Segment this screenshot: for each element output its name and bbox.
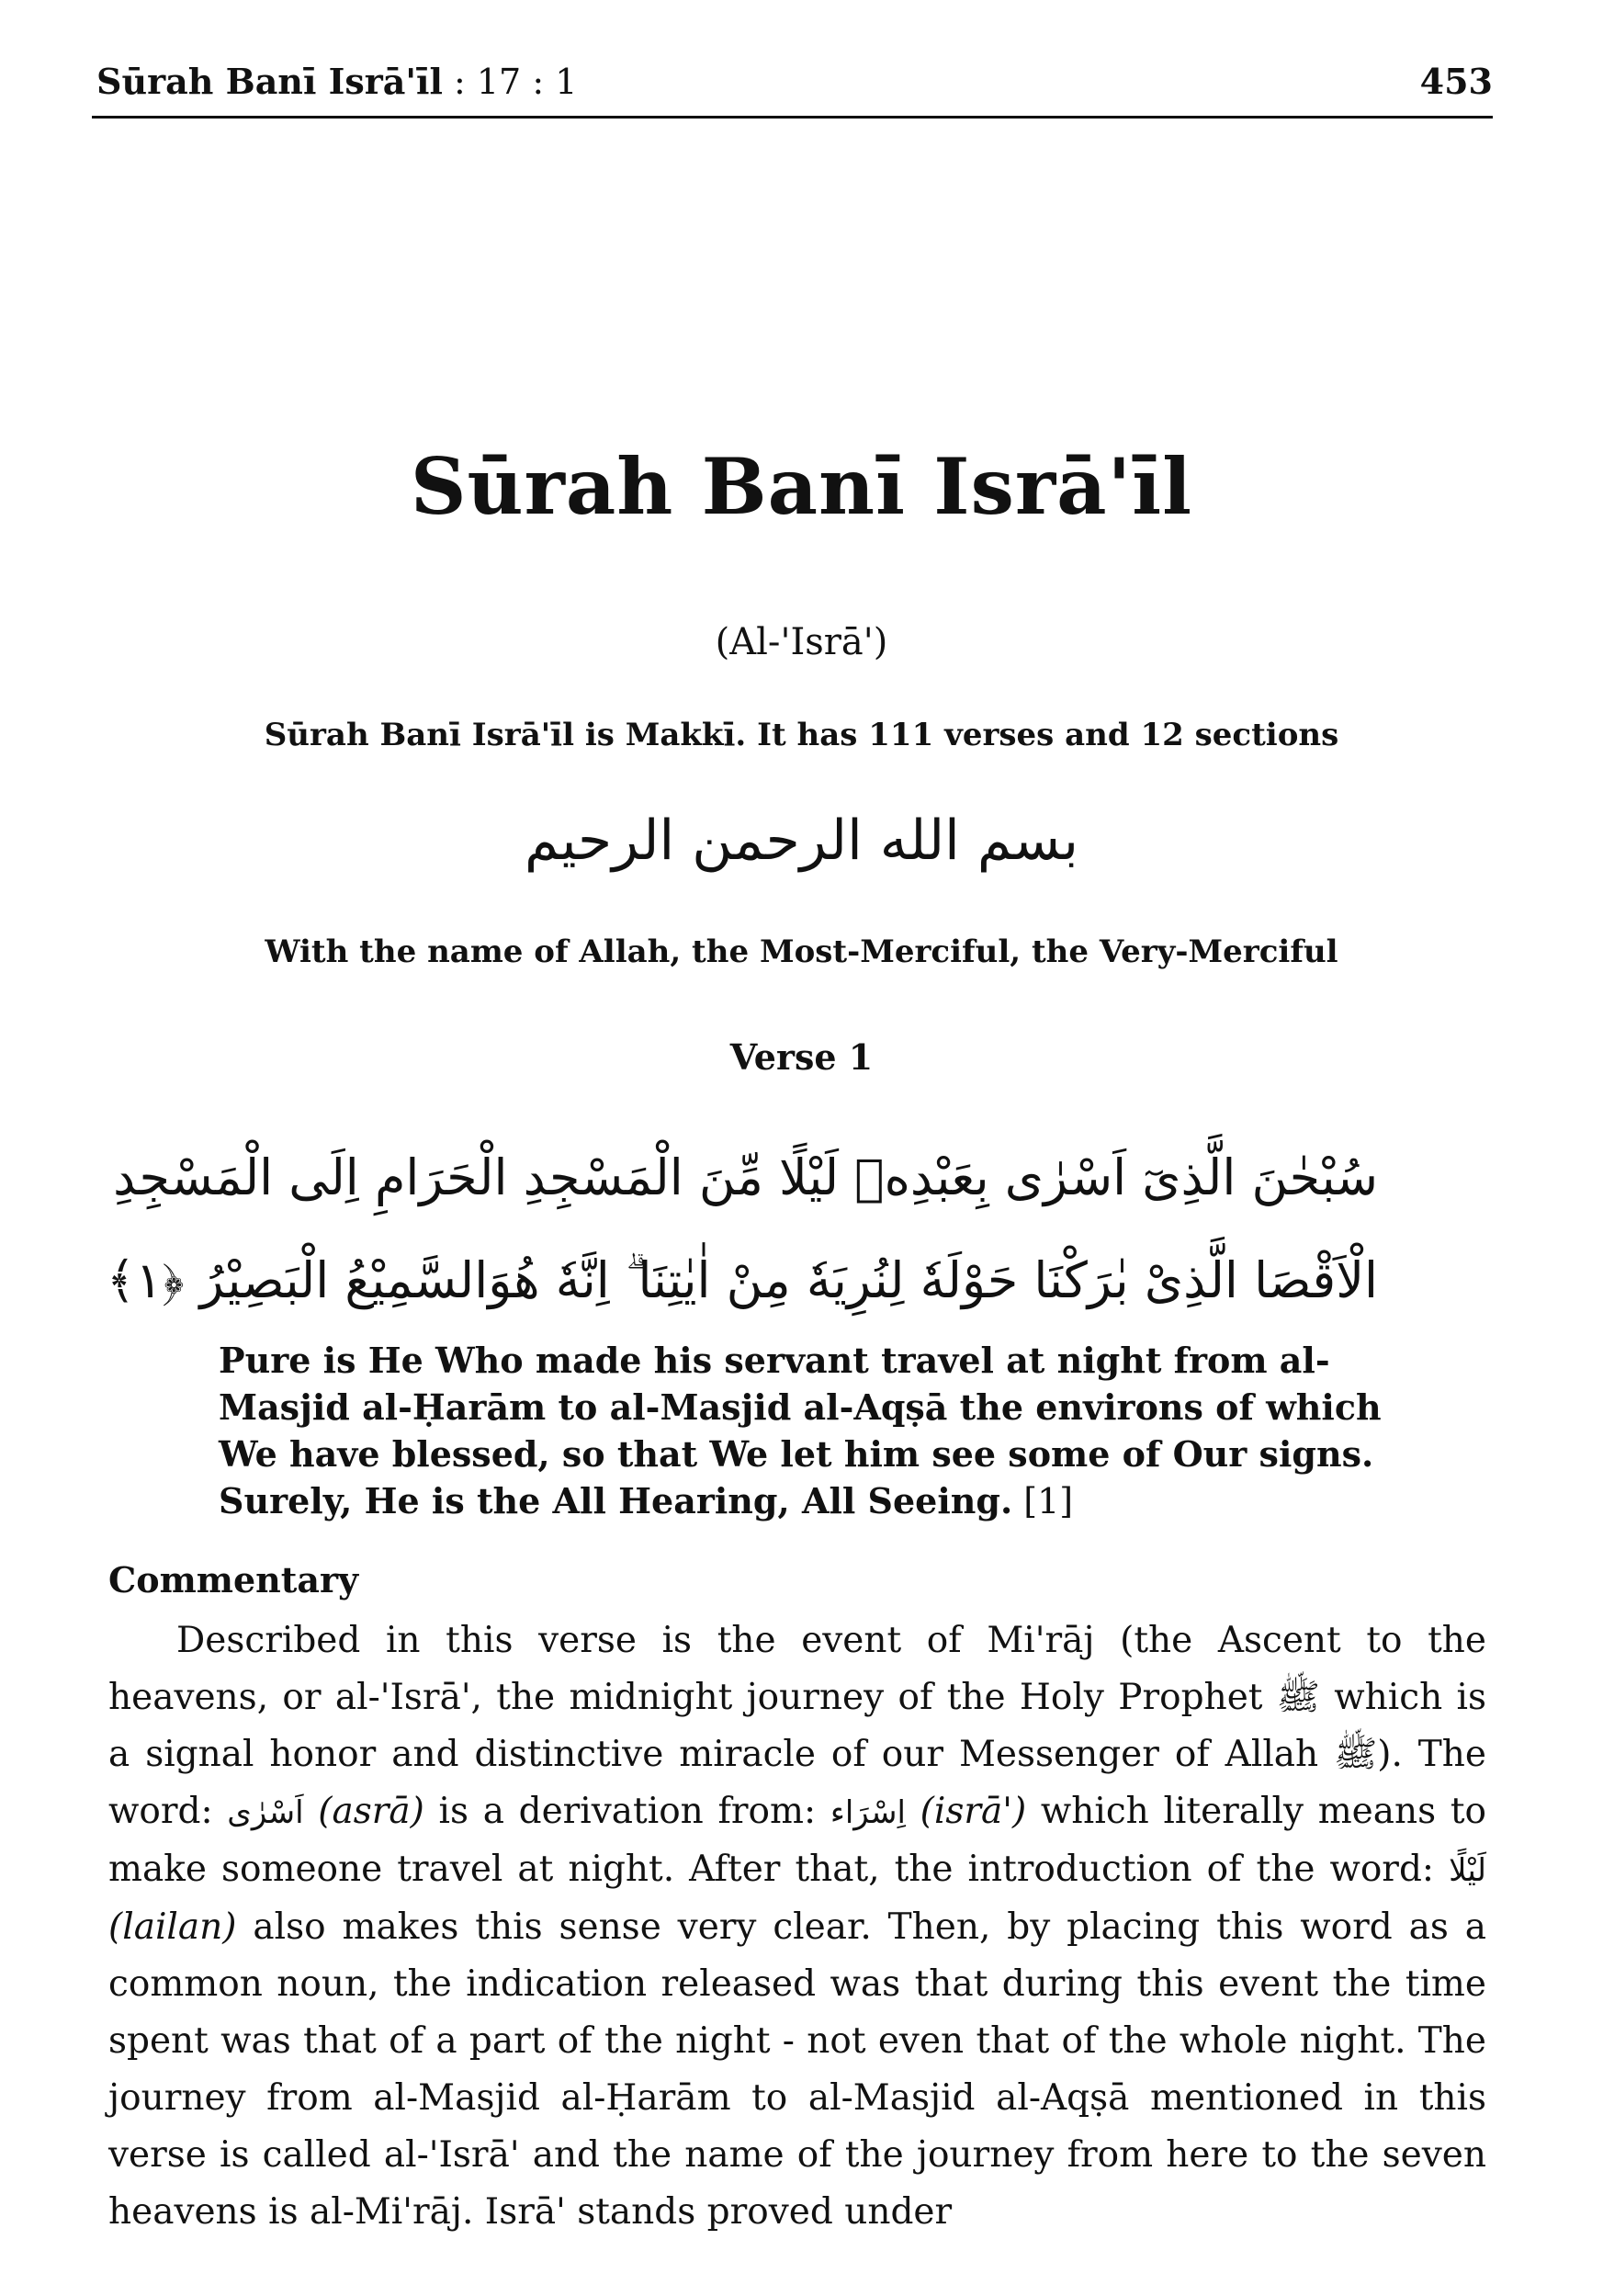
running-head-reference: : 17 : 1 [442, 62, 578, 102]
header-rule [92, 116, 1493, 119]
commentary-text-4: also makes this sense very clear. Then, by placing this word as a common noun, the indication released was that during this event the time spent was that of a part of the night - not even that of the whole night. The journey from al-Masjid al-Ḥarām to al-Masjid al-Aqṣā mentioned in this verse is called al-'Isrā' and the name of the journey from here to the seven heavens is al-Mi'rāj. Isrā' stands proved under [108, 1906, 1486, 2233]
verse-arabic-line-2: الْاَقْصَا الَّذِىْ بٰرَكْنَا حَوْلَهٗ لِنُرِيَهٗ مِنْ اٰيٰتِنَا ۗ اِنَّهٗ هُوَالسَّمِيْعُ الْبَصِيْرُ ﴿۱﴾ [106, 1251, 1378, 1309]
verse-reference: [1] [1012, 1481, 1074, 1521]
running-head [96, 53, 1493, 108]
arabic-word-isra: اِسْرَاء [830, 1794, 906, 1831]
translation-text: Pure is He Who made his servant travel at night from al-Masjid al-Ḥarām to al-Masjid al-Aqṣā the environs of which We have blessed, so that We let him see some of Our signs. Surely, He is the All Hearing, All Seeing. [219, 1340, 1382, 1521]
verse-heading: Verse 1 [729, 1036, 874, 1078]
verse-translation [219, 1337, 1385, 1525]
bismillah-translation: With the name of Allah, the Most-Merciful, the Very-Merciful [265, 933, 1338, 970]
page-subtitle: (Al-'Isrā') [715, 621, 888, 663]
bismillah-calligraphy: بسم الله الرحمن الرحيم [524, 809, 1079, 873]
transliteration-lailan: (lailan) [108, 1906, 237, 1948]
running-head-left [96, 61, 577, 102]
surah-info: Sūrah Banī Isrā'īl is Makkī. It has 111 verses and 12 sections [264, 717, 1339, 753]
arabic-word-asra: اَسْرٰى [227, 1794, 304, 1831]
commentary-body [108, 1612, 1486, 2241]
page-title: Sūrah Banī Isrā'īl [410, 441, 1193, 532]
running-head-surah-name: Sūrah Banī Isrā'īl [96, 61, 443, 102]
commentary-text-1: Described in this verse is the event of Mi'rāj (the Ascent to the heavens, or al-'Isrā', the midnight journey of the Holy Prophet ﷺ which is a signal honor and distinctive miracle of our Messenger of Allah ﷺ). The word: [108, 1620, 1487, 1832]
page-number: 453 [1419, 61, 1493, 102]
verse-arabic-line-1: سُبْحٰنَ الَّذِىٓ اَسْرٰى بِعَبْدِهٖ لَيْلًا مِّنَ الْمَسْجِدِ الْحَرَامِ اِلَى الْمَسْجِدِ [113, 1148, 1378, 1206]
transliteration-asra: (asrā) [318, 1791, 424, 1832]
commentary-heading: Commentary [108, 1559, 359, 1600]
commentary-text-3: which literally means to make someone travel at night. After that, the introduction of the word: [108, 1791, 1486, 1890]
commentary-text-2: is a derivation from: [423, 1791, 830, 1832]
arabic-word-lailan: لَيْلًا [1449, 1852, 1486, 1889]
transliteration-isra: (isrā') [920, 1791, 1027, 1832]
